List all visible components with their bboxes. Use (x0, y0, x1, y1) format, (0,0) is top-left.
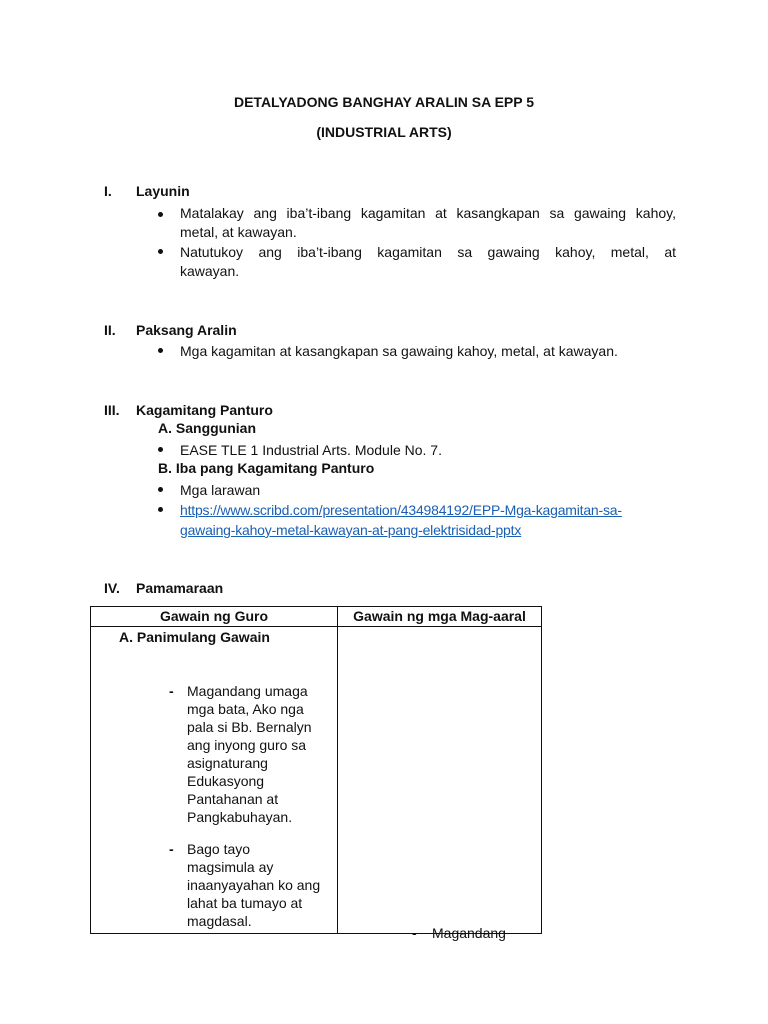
teacher-greeting-line: Magandang umaga (187, 683, 308, 699)
bullet-icon (158, 249, 163, 254)
dash-marker: - (169, 841, 174, 857)
objective-2-line-1: Natutukoy ang iba’t-ibang kagamitan sa gawaing kahoy, metal, at (180, 244, 676, 260)
bullet-icon (158, 348, 163, 353)
dash-marker: - (169, 683, 174, 699)
procedure-table (90, 606, 542, 941)
teacher-prayer-line: magsimula ay (187, 859, 274, 875)
teacher-prayer-line: lahat ba tumayo at (187, 895, 303, 911)
document-title: DETALYADONG BANGHAY ARALIN SA EPP 5 (233, 94, 535, 110)
objective-2-line-2: kawayan. (180, 263, 240, 279)
teacher-greeting-line: Edukasyong (187, 773, 265, 789)
section-title-pamamaraan: Pamamaraan (136, 580, 224, 596)
section-title-paksang-aralin: Paksang Aralin (136, 322, 237, 338)
objective-1-line-1: Matalakay ang iba’t-ibang kagamitan at kasangkapan sa gawaing kahoy, (180, 205, 676, 221)
student-response-text: Magandang (432, 925, 506, 941)
teacher-prayer-line: magdasal. (187, 913, 252, 929)
section-number-4: IV. (104, 580, 120, 596)
teacher-greeting-line: pala si Bb. Bernalyn (187, 719, 312, 735)
subheading-iba-pang-kagamitan: B. Iba pang Kagamitang Panturo (158, 460, 375, 476)
teacher-greeting-text (187, 682, 312, 826)
scribd-link[interactable] (180, 500, 676, 540)
section-title-kagamitang-panturo: Kagamitang Panturo (136, 402, 273, 418)
teacher-prayer-text (187, 840, 320, 930)
header-gawain-ng-mag-aaral: Gawain ng mga Mag-aaral (338, 607, 542, 627)
dash-marker: - (412, 925, 417, 941)
teacher-greeting-line: asignaturang (187, 755, 268, 771)
student-cell (338, 627, 542, 941)
objective-1-line-2: metal, at kawayan. (180, 224, 297, 240)
teacher-greeting-line: mga bata, Ako nga (187, 701, 304, 717)
teacher-prayer-line: inaanyayahan ko ang (187, 877, 321, 893)
panimulang-gawain-heading: A. Panimulang Gawain (119, 629, 270, 645)
scribd-link-line-1[interactable]: https://www.scribd.com/presentation/434984192/EPP-Mga-kagamitan-sa- (180, 502, 622, 518)
table-row (91, 627, 542, 934)
topic-text: Mga kagamitan at kasangkapan sa gawaing kahoy, metal, at kawayan. (180, 343, 618, 359)
bullet-icon (158, 212, 163, 217)
materials-text: Mga larawan (180, 482, 261, 498)
teacher-greeting-line: Pantahanan at (187, 791, 279, 807)
bullet-icon (158, 447, 163, 452)
bullet-icon (158, 487, 163, 492)
header-gawain-ng-guro: Gawain ng Guro (91, 607, 338, 627)
scribd-link-line-2[interactable]: gawaing-kahoy-metal-kawayan-at-pang-elektrisidad-pptx (180, 522, 522, 538)
teacher-prayer-line: Bago tayo (187, 841, 251, 857)
subheading-sanggunian: A. Sanggunian (158, 420, 256, 436)
section-title-layunin: Layunin (136, 183, 190, 199)
teacher-cell (91, 627, 338, 934)
bullet-icon (158, 507, 163, 512)
section-number-2: II. (104, 322, 116, 338)
reference-text: EASE TLE 1 Industrial Arts. Module No. 7. (180, 442, 442, 458)
table-header-row (91, 607, 542, 627)
teacher-greeting-line: ang inyong guro sa (187, 737, 307, 753)
teacher-greeting-line: Pangkabuhayan. (187, 809, 293, 825)
section-number-1: I. (104, 183, 112, 199)
section-number-3: III. (104, 402, 120, 418)
document-subtitle: (INDUSTRIAL ARTS) (316, 124, 452, 140)
